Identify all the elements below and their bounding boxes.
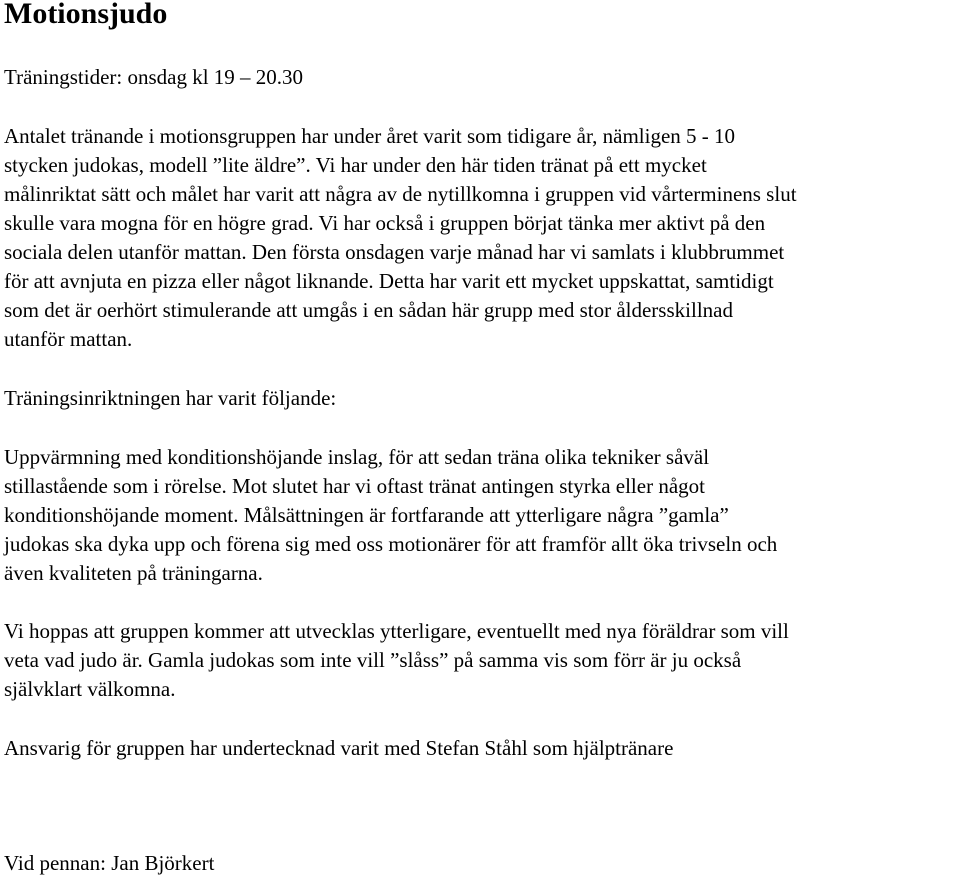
paragraph-line: som det är oerhört stimulerande att umgås i en sådan här grupp med stor åldersskillnad [4,298,733,322]
paragraph-line: målinriktat sätt och målet har varit att några av de nytillkomna i gruppen vid vårterminens slut [4,182,797,206]
signature-line: Vid pennan: Jan Björkert [4,851,215,875]
paragraph-line: skulle vara mogna för en högre grad. Vi har också i gruppen börjat tänka mer aktivt på den [4,211,766,235]
orientation-heading: Träningsinriktningen har varit följande: [4,386,337,410]
paragraph-line: konditionshöjande moment. Målsättningen är fortfarande att ytterligare några ”gamla” [4,503,729,527]
paragraph-line: sociala delen utanför mattan. Den första onsdagen varje månad har vi samlats i klubbrummet [4,240,785,264]
paragraph-line: även kvaliteten på träningarna. [4,561,263,585]
paragraph-line: veta vad judo är. Gamla judokas som inte vill ”slåss” på samma vis som förr är ju också [4,648,742,672]
paragraph-line: Antalet tränande i motionsgruppen har under året varit som tidigare år, nämligen 5 - 10 [4,124,736,148]
paragraph-line: judokas ska dyka upp och förena sig med oss motionärer för att framför allt öka trivseln och [4,532,778,556]
paragraph-line: stycken judokas, modell ”lite äldre”. Vi har under den här tiden tränat på ett mycket [4,153,707,177]
paragraph-line: Uppvärmning med konditionshöjande inslag, för att sedan träna olika tekniker såväl [4,445,710,469]
responsible-line: Ansvarig för gruppen har undertecknad varit med Stefan Ståhl som hjälptränare [4,736,674,760]
paragraph-line: självklart välkomna. [4,677,176,701]
paragraph-line: stillastående som i rörelse. Mot slutet har vi oftast tränat antingen styrka eller något [4,474,705,498]
paragraph-line: utanför mattan. [4,327,133,351]
page-title: Motionsjudo [4,0,168,30]
paragraph-line: Vi hoppas att gruppen kommer att utvecklas ytterligare, eventuellt med nya föräldrar som vill [4,619,789,643]
training-times: Träningstider: onsdag kl 19 – 20.30 [4,65,304,89]
paragraph-line: för att avnjuta en pizza eller något liknande. Detta har varit ett mycket uppskattat, samtidigt [4,269,774,293]
